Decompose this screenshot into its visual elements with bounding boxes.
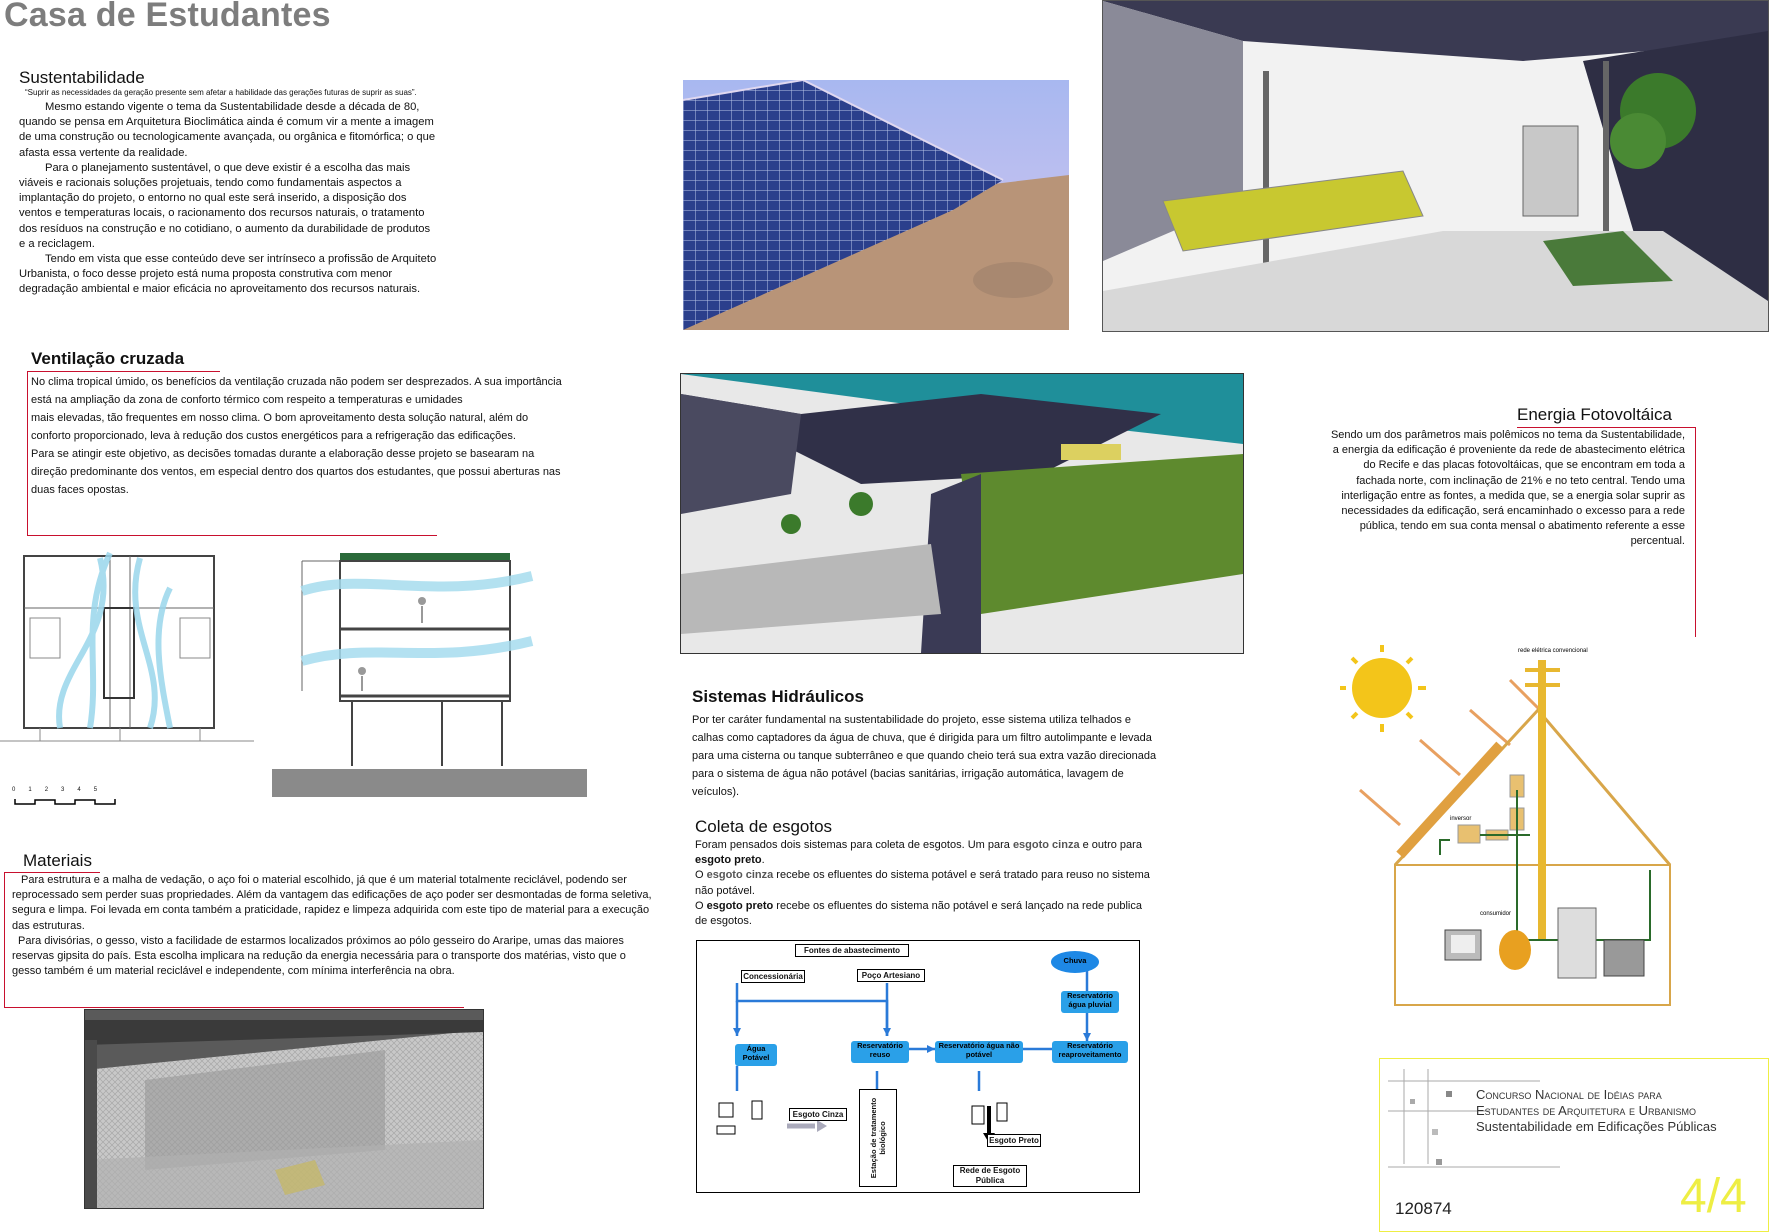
esgotos-l1e: . <box>761 854 765 867</box>
esgoto-preto-term: esgoto preto <box>695 854 762 867</box>
flow-estacao: Estação de tratamento biológico <box>869 1097 887 1179</box>
consumidor-label: consumidor <box>1480 911 1512 917</box>
ventilacao-heading: Ventilação cruzada <box>31 349 185 368</box>
scale-tick: 2 <box>44 787 49 793</box>
hidraulicos-heading: Sistemas Hidráulicos <box>692 687 864 706</box>
materiais-p1: Para estrutura e a malha de vedação, o aço foi o material escolhido, já que é um material totalmente reciclável, podendo ser reprocessado sem perder suas propriedades. Além da vantagem das edificações de aço poder ser desmontadas de forma seletiva, segura e limpa. Foi levada em conta também a praticidade, rapidez e limpeza adquirida com este tipo de material para a execução das estruturas. <box>12 874 652 932</box>
flow-estacao-box <box>859 1089 897 1187</box>
rede-label: rede elétrica convencional <box>1518 648 1588 654</box>
hidraulicos-text: Por ter caráter fundamental na sustentabilidade do projeto, esse sistema utiliza telhados e calhas como captadores da água de chuva, que é dirigida para um filtro autolimpante e levada para uma cisterna ou tanque subterrâneo e que quando cheio terá sua extra vazão direcionada para o sistema de água não potável (bacias sanitárias, irrigação automática, lavagem de veículos). <box>692 714 1157 798</box>
esgotos-text <box>695 838 1155 929</box>
flow-concessionaria: Concessionária <box>741 970 805 983</box>
scale-tick: 4 <box>77 787 81 793</box>
courtyard-render <box>1102 0 1769 332</box>
scale-bar <box>14 787 124 811</box>
ventilacao-p2: mais elevadas, tão frequentes em nosso clima. O bom aproveitamento desta solução natural, além do conforto proporcionado, leva à redução dos custos energéticos para a refrigeração das edificações. <box>31 412 529 442</box>
flow-res-reaproveitamento: Reservatório reaproveitamento <box>1052 1041 1128 1063</box>
competition-stamp <box>1379 1058 1769 1232</box>
stamp-line1: Concurso Nacional de Idéias para <box>1476 1087 1662 1102</box>
esgotos-l3a: O <box>695 899 707 912</box>
stamp-line3: Sustentabilidade em Edificações Públicas <box>1476 1119 1717 1134</box>
flow-poco: Poço Artesiano <box>857 969 925 982</box>
materiais-left-rule <box>4 872 5 1007</box>
sustentabilidade-p1: Mesmo estando vigente o tema da Sustentabilidade desde a década de 80, quando se pensa em Arquitetura Bioclimática ainda é comum vir a mente a imagem de uma construção ou tecnologicamente avançada, ou orgânica e fitomórfica; o que afasta essa vertente da realidade. <box>19 101 436 159</box>
energia-text: Sendo um dos parâmetros mais polêmicos no tema da Sustentabilidade, a energia da edificação é proveniente da rede de abastecimento elétrica do Recife e das placas fotovoltáicas, que se encontram em toda a fachada norte, com inclinação de 21% e no teto central. Tendo uma interligação entre as fontes, a medida que, se a energia solar suprir as necessidades da edificação, será encaminhado o excesso para a rede pública, tendo em sua conta mensal o abatimento referente a esse percentual. <box>1330 429 1685 548</box>
flow-res-reuso: Reservatório reuso <box>851 1041 909 1063</box>
scale-tick: 1 <box>28 787 32 793</box>
solar-energy-diagram <box>1340 640 1680 1010</box>
flow-esgoto-preto: Esgoto Preto <box>987 1134 1041 1147</box>
ventilation-plan-drawing <box>0 548 254 748</box>
materiais-text <box>12 873 652 979</box>
inversor-label: inversor <box>1450 816 1472 822</box>
mesh-facade-render <box>84 1009 484 1209</box>
flow-fontes: Fontes de abastecimento <box>795 944 909 957</box>
entry-code: 120874 <box>1395 1199 1452 1218</box>
scale-tick: 5 <box>93 787 98 793</box>
page-number: 4/4 <box>1680 1170 1747 1223</box>
flow-res-pluvial: Reservatório água pluvial <box>1061 991 1119 1013</box>
ventilacao-top-rule <box>27 371 220 372</box>
materiais-p2: Para divisórias, o gesso, visto a facilidade de estarmos localizados próximos ao pólo gesseiro do Araripe, umas das maiores reservas gipsita do país. Esta escolha implicara na redução da energia necessária para o transporte dos matérias, visto que o gesso também é um material reciclável e independente, com mínima interferência na obra. <box>12 934 626 978</box>
stamp-line2: Estudantes de Arquitetura e Urbanismo <box>1476 1103 1696 1118</box>
ventilacao-p1: No clima tropical úmido, os benefícios da ventilação cruzada não podem ser desprezados. A sua importância está na ampliação da zona de conforto térmico com respeito a temperaturas e umidades <box>31 376 562 406</box>
esgoto-cinza-term: esgoto cinza <box>706 869 774 882</box>
ventilacao-text <box>31 373 567 499</box>
page-title: Casa de Estudantes <box>4 0 331 34</box>
flow-res-nao-potavel: Reservatório água não potável <box>935 1041 1023 1063</box>
flow-agua-potavel: Água Potável <box>735 1044 777 1066</box>
ventilacao-bottom-rule <box>27 535 437 536</box>
ventilacao-p3: Para se atingir este objetivo, as decisões tomadas durante a elaboração desse projeto se basearam na direção predominante dos ventos, em especial dentro dos quartos dos estudantes, que possui aberturas nas duas faces opostas. <box>31 448 561 496</box>
flow-chuva: Chuva <box>1051 951 1099 973</box>
ventilation-section-drawing <box>272 551 587 797</box>
flow-esgoto-cinza: Esgoto Cinza <box>789 1108 847 1121</box>
esgotos-l2a: O <box>695 869 707 882</box>
sustentabilidade-section <box>19 68 439 298</box>
esgotos-l3c: recebe os efluentes do sistema não potável e será lançado na rede publica de esgotos. <box>695 899 1142 928</box>
scale-tick: 0 <box>12 787 16 793</box>
sustentabilidade-quote: “Suprir as necessidades da geração presente sem afetar a habilidade das gerações futuras de suprir as suas”. <box>25 88 417 97</box>
solar-field-photo <box>683 80 1069 330</box>
esgoto-preto-term: esgoto preto <box>706 899 774 912</box>
esgoto-cinza-term: esgoto cinza <box>1012 839 1080 851</box>
scale-tick: 3 <box>61 787 65 793</box>
materiais-bottom-rule <box>4 1007 464 1008</box>
water-flow-diagram <box>696 940 1140 1193</box>
aerial-render <box>680 373 1244 654</box>
flow-rede: Rede de Esgoto Pública <box>953 1165 1027 1187</box>
esgotos-l2c: recebe os efluentes do sistema potável e será tratado para reuso no sistema não potável. <box>695 869 1150 897</box>
ventilacao-left-rule <box>27 371 28 536</box>
energia-right-rule <box>1695 427 1696 637</box>
energia-heading: Energia Fotovoltáica <box>1517 405 1672 424</box>
esgotos-l1a: Foram pensados dois sistemas para coleta de esgotos. Um para <box>695 839 1013 851</box>
sustentabilidade-p3: Tendo em vista que esse conteúdo deve ser intrínseco a profissão de Arquiteto Urbanista, o foco desse projeto está numa proposta construtiva com menor degradação ambiental e maior eficácia no aproveitamento dos recursos naturais. <box>19 253 437 296</box>
esgotos-heading: Coleta de esgotos <box>695 817 833 836</box>
esgotos-l1c: e outro para <box>1079 839 1142 851</box>
sustentabilidade-heading: Sustentabilidade <box>19 68 145 87</box>
materiais-heading: Materiais <box>23 851 92 870</box>
sustentabilidade-p2: Para o planejamento sustentável, o que deve existir é a escolha das mais viáveis e racionais soluções projetuais, tendo como fundamentais aspectos a implantação do projeto, o entorno no qual este será inserido, a disposição dos ventos e temperaturas locais, o racionamento dos recursos naturais, o tratamento dos resíduos na construção e no cotidiano, o aumento da durabilidade de produtos e a reciclagem. <box>19 161 431 250</box>
